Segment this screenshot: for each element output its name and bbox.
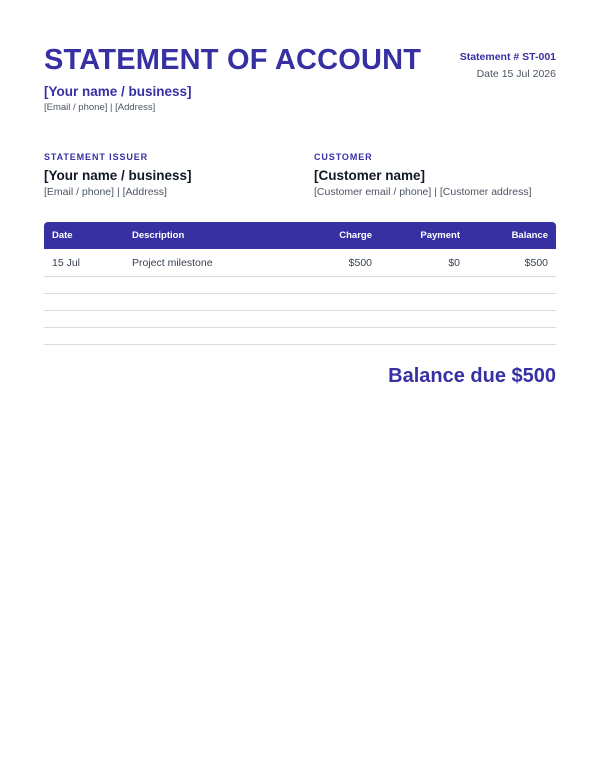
empty-table-row [44,311,556,328]
document-title: STATEMENT OF ACCOUNT [44,44,422,76]
empty-table-row [44,328,556,345]
issuer-block [44,152,192,198]
customer-contact: [Customer email / phone] | [Customer address] [314,186,532,198]
cell-payment: $0 [448,256,460,269]
statement-table [44,222,556,345]
business-name: [Your name / business] [44,84,192,99]
business-contact: [Email / phone] | [Address] [44,102,156,113]
statement-date: Date 15 Jul 2026 [476,68,556,80]
cell-date: 15 Jul [52,256,81,269]
column-header-date: Date [52,230,73,241]
cell-charge: $500 [348,256,372,269]
customer-block [314,152,532,198]
statement-header [44,44,556,124]
customer-label: CUSTOMER [314,152,373,162]
cell-balance: $500 [524,256,548,269]
customer-name: [Customer name] [314,168,426,183]
table-header [44,222,556,249]
issuer-name: [Your name / business] [44,168,192,183]
issuer-label: STATEMENT ISSUER [44,152,149,162]
empty-table-row [44,294,556,311]
table-row [44,249,556,277]
empty-table-row [44,277,556,294]
statement-number: Statement # ST-001 [459,51,556,63]
column-header-balance: Balance [511,230,548,241]
statement-meta [460,51,556,80]
column-header-description: Description [132,230,185,241]
cell-description: Project milestone [132,256,213,269]
balance-due: Balance due $500 [388,365,556,387]
column-header-charge: Charge [339,230,372,241]
column-header-payment: Payment [420,230,460,241]
issuer-contact: [Email / phone] | [Address] [44,186,167,198]
